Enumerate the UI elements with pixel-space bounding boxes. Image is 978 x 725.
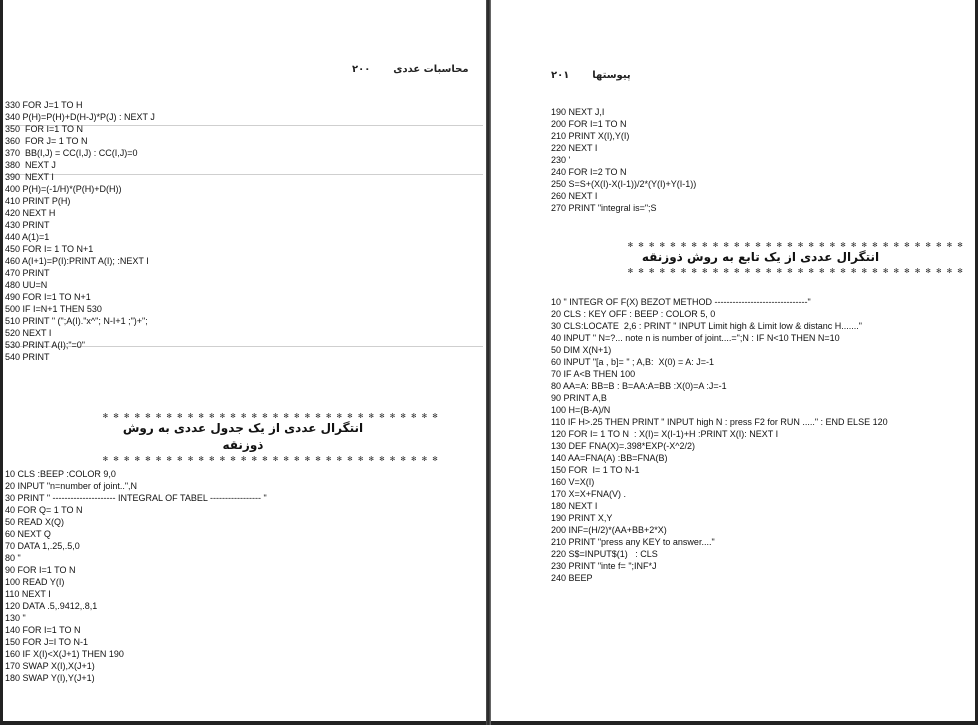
right-code-listing-bottom [551,296,971,584]
code-line: 420 NEXT H [5,208,56,218]
code-line: 540 PRINT [5,352,50,362]
code-line: 20 INPUT "n=number of joint..",N [5,481,138,491]
ornament-stars-top: ✻ ✻ ✻ ✻ ✻ ✻ ✻ ✻ ✻ ✻ ✻ ✻ ✻ ✻ ✻ ✻ ✻ ✻ ✻ ✻ ✻ ✻ ✻ ✻ ✻ ✻ ✻ ✻ ✻ ✻ ✻ ✻ [628,240,963,249]
code-line: 70 IF A<B THEN 100 [551,369,636,379]
code-line: 130 DEF FNA(X)=.398*EXP(-X^2/2) [551,441,696,451]
code-line: 170 X=X+FNA(V) . [551,489,627,499]
code-line: 260 NEXT I [551,191,598,201]
code-line: 140 FOR I=1 TO N [5,625,81,635]
code-line: 450 FOR I= 1 TO N+1 [5,244,94,254]
right-section-title: انتگرال عددی از یک تابع به روش ذوزنقه [641,250,880,264]
code-line: 400 P(H)=(-1/H)*(P(H)+D(H)) [5,184,122,194]
code-line: 110 IF H>.25 THEN PRINT " INPUT high N : press F2 for RUN ....." : END ELSE 120 [551,417,888,427]
code-line: 90 PRINT A,B [551,393,607,403]
code-line: 70 DATA 1,.25,.5,0 [5,541,80,551]
code-line: 240 FOR I=2 TO N [551,167,627,177]
code-line: 190 NEXT J,I [551,107,605,117]
left-section-title: انتگرال عددی از یک جدول عددی به روش ذوزنقه [122,421,364,452]
code-line: 150 FOR J=I TO N-1 [5,637,88,647]
code-line: 110 NEXT I [5,589,51,599]
right-page [491,0,975,721]
code-line: 40 FOR Q= 1 TO N [5,505,83,515]
code-line: 520 NEXT I [5,328,52,338]
ornament-stars-top: ✻ ✻ ✻ ✻ ✻ ✻ ✻ ✻ ✻ ✻ ✻ ✻ ✻ ✻ ✻ ✻ ✻ ✻ ✻ ✻ ✻ ✻ ✻ ✻ ✻ ✻ ✻ ✻ ✻ ✻ ✻ ✻ [103,411,438,420]
code-line: 50 DIM X(N+1) [551,345,612,355]
code-line: 230 ' [551,155,571,165]
code-line: 190 PRINT X,Y [551,513,613,523]
code-line: 60 NEXT Q [5,529,51,539]
code-line: 90 FOR I=1 TO N [5,565,76,575]
right-code-listing-top [551,106,961,214]
code-line: 160 IF X(I)<X(J+1) THEN 190 [5,649,124,659]
code-line: 370 BB(I,J) = CC(I,J) : CC(I,J)=0 [5,148,138,158]
code-line: 80 " [5,553,21,563]
ornament-stars-bottom: ✻ ✻ ✻ ✻ ✻ ✻ ✻ ✻ ✻ ✻ ✻ ✻ ✻ ✻ ✻ ✻ ✻ ✻ ✻ ✻ ✻ ✻ ✻ ✻ ✻ ✻ ✻ ✻ ✻ ✻ ✻ ✻ [103,454,438,463]
left-running-head [352,64,469,75]
left-code-listing-bottom [5,468,475,684]
code-line: 470 PRINT [5,268,50,278]
code-line: 430 PRINT [5,220,50,230]
code-line: 100 H=(B-A)/N [551,405,611,415]
code-line: 100 READ Y(I) [5,577,65,587]
code-line: 510 PRINT " (";A(I)."x^"; N-I+1 ;")+"; [5,316,148,326]
code-line: 390 NEXT I [5,172,54,182]
code-line: 330 FOR J=1 TO H [5,100,83,110]
right-header-title: پیوستها [592,70,631,81]
code-line: 210 PRINT "press any KEY to answer...." [551,537,715,547]
code-line: 340 P(H)=P(H)+D(H-J)*P(J) : NEXT J [5,112,155,122]
code-line: 410 PRINT P(H) [5,196,71,206]
code-line: 180 SWAP Y(I),Y(J+1) [5,673,95,683]
code-line: 170 SWAP X(I),X(J+1) [5,661,95,671]
right-page-number: ۲۰۱ [551,70,570,81]
right-section-heading [628,240,963,275]
left-code-listing-top [5,99,475,363]
left-section-heading [103,411,438,463]
code-line: 130 " [5,613,26,623]
code-line: 20 CLS : KEY OFF : BEEP : COLOR 5, 0 [551,309,716,319]
code-line: 120 DATA .5,.9412,.8,1 [5,601,98,611]
code-line: 80 AA=A: BB=B : B=AA:A=BB :X(0)=A :J=-1 [551,381,727,391]
code-line: 10 " INTEGR OF F(X) BEZOT METHOD -------------------------------" [551,297,811,307]
code-line: 30 PRINT " --------------------- INTEGRAL OF TABEL ----------------- " [5,493,267,503]
left-page-number: ۲۰۰ [352,64,371,75]
right-running-head [551,70,631,81]
code-line: 380 NEXT J [5,160,56,170]
code-line: 530 PRINT A(I);"=0" [5,340,86,350]
left-page [3,0,486,721]
code-line: 60 INPUT "[a , b]= " ; A,B: X(0) = A: J=-1 [551,357,715,367]
code-line: 160 V=X(I) [551,477,595,487]
code-line: 240 BEEP [551,573,593,583]
code-line: 120 FOR I= 1 TO N : X(I)= X(I-1)+H :PRINT X(I): NEXT I [551,429,779,439]
left-header-title: محاسبات عددی [393,64,469,75]
code-line: 500 IF I=N+1 THEN 530 [5,304,102,314]
code-line: 230 PRINT "inte f= ";INF*J [551,561,657,571]
code-line: 200 INF=(H/2)*(AA+BB+2*X) [551,525,667,535]
code-line: 40 INPUT " N=?... note n is number of joint....=";N : IF N<10 THEN N=10 [551,333,840,343]
code-line: 480 UU=N [5,280,48,290]
code-line: 50 READ X(Q) [5,517,65,527]
code-line: 460 A(I+1)=P(I):PRINT A(I); :NEXT I [5,256,149,266]
code-line: 490 FOR I=1 TO N+1 [5,292,91,302]
code-line: 360 FOR J= 1 TO N [5,136,88,146]
code-line: 440 A(1)=1 [5,232,50,242]
code-line: 270 PRINT "integral is=";S [551,203,657,213]
code-line: 200 FOR I=1 TO N [551,119,627,129]
code-line: 350 FOR I=1 TO N [5,124,83,134]
code-line: 30 CLS:LOCATE 2,6 : PRINT " INPUT Limit high & Limit low & distanc H......." [551,321,862,331]
code-line: 150 FOR I= 1 TO N-1 [551,465,640,475]
code-line: 220 NEXT I [551,143,598,153]
code-line: 250 S=S+(X(I)-X(I-1))/2*(Y(I)+Y(I-1)) [551,179,697,189]
code-line: 220 S$=INPUT$(1) : CLS [551,549,658,559]
ornament-stars-bottom: ✻ ✻ ✻ ✻ ✻ ✻ ✻ ✻ ✻ ✻ ✻ ✻ ✻ ✻ ✻ ✻ ✻ ✻ ✻ ✻ ✻ ✻ ✻ ✻ ✻ ✻ ✻ ✻ ✻ ✻ ✻ ✻ [628,266,963,275]
code-line: 210 PRINT X(I),Y(I) [551,131,630,141]
code-line: 10 CLS :BEEP :COLOR 9,0 [5,469,116,479]
code-line: 140 AA=FNA(A) :BB=FNA(B) [551,453,668,463]
code-line: 180 NEXT I [551,501,598,511]
